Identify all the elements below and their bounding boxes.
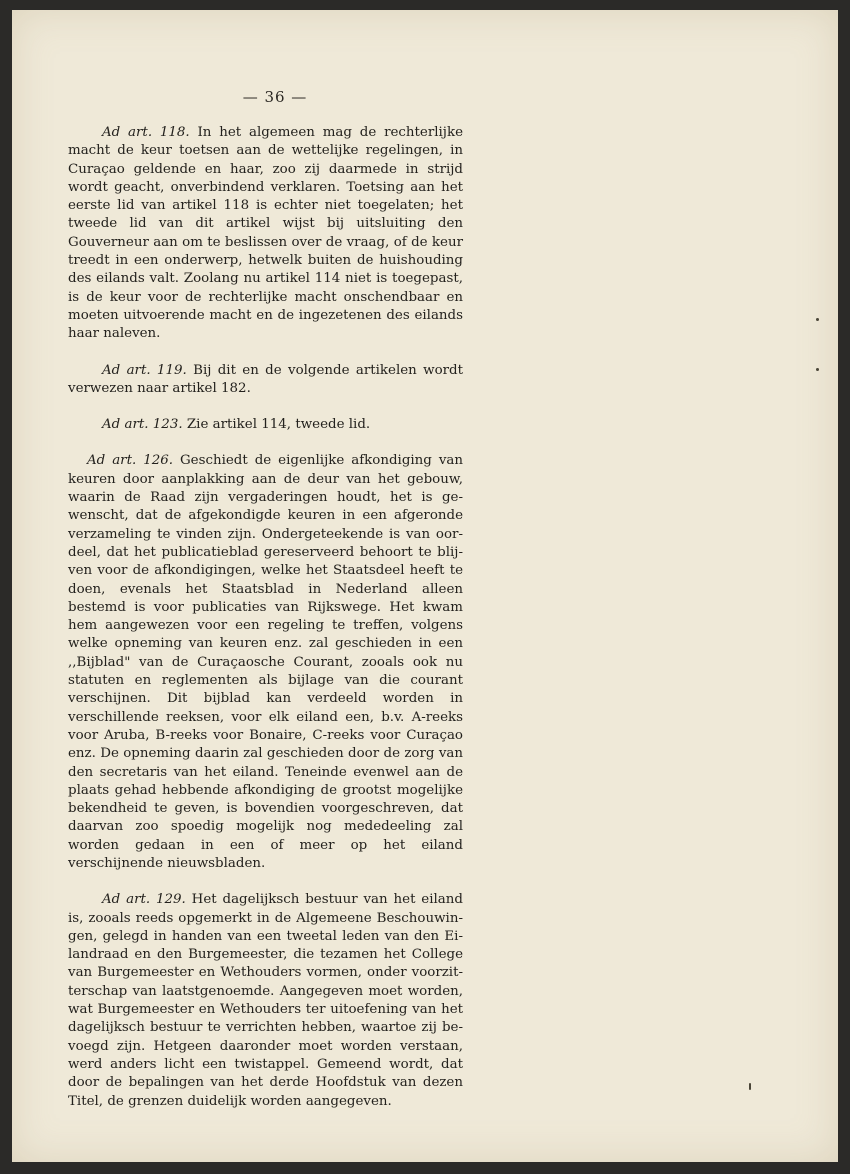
article-reference: Ad art. 123. xyxy=(102,417,183,433)
body-text xyxy=(68,124,463,1111)
article-reference: Ad art. 126. xyxy=(87,453,174,469)
paragraph-art-129 xyxy=(68,891,463,1111)
page-number: — 36 — xyxy=(242,88,308,106)
paragraph-text: Bij dit en de volgende artikelen wordt verwezen naar artikel 182. xyxy=(68,362,464,396)
article-reference: Ad art. 119. xyxy=(102,362,187,378)
article-reference: Ad art. 118. xyxy=(102,125,190,140)
scan-speck xyxy=(749,1083,751,1090)
scan-speck xyxy=(816,318,819,321)
paragraph-text: Het dagelijksch bestuur van het eiland is, zooals reeds opgemerkt in de Algemeene Beschouwingen, gelegd in handen van een tweetal leden van den Eilandraad en den Burgemeester, die tezamen het College van Burgemeester en Wethouders vormen, onder voorzitterschap van laatstgenoemde. Aangegeven moet worden, wat Burgemeester en Wethouders ter uitoefening van het dagelijksch bestuur te verrichten hebben, waartoe zij bevoegd zijn. Hetgeen daaronder moet worden verstaan, werd anders licht een twistappel. Gemeend wordt, dat door de bepalingen van het derde Hoofdstuk van dezen Titel, de grenzen duidelijk worden aangegeven. xyxy=(68,892,463,1109)
paragraph-art-118 xyxy=(68,124,463,344)
paragraph-text: Zie artikel 114, tweede lid. xyxy=(186,417,371,433)
paragraph-text: Geschiedt de eigenlijke afkondiging van keuren door aanplakking aan de deur van het gebouw, waarin de Raad zijn vergaderingen houdt, het is gewenscht, dat de afgekondigde keuren in een afgeronde verzameling te vinden zijn. Ondergeteekende is van oordeel, dat het publicatieblad gereserveerd behoort te blijven voor de afkondigingen, welke het Staatsdeel heeft te doen, evenals het Staatsblad in Nederland alleen bestemd is voor publicaties van Rijkswege. Het kwam hem aangewezen voor een regeling te treffen, volgens welke opneming van keuren enz. zal geschieden in een ,,Bijblad" van de Curaçaosche Courant, zooals ook nu statuten en reglementen als bijlage van die courant verschijnen. Dit bijblad kan verdeeld worden in verschillende reeksen, voor elk eiland een, b.v. A-reeks voor Aruba, B-reeks voor Bonaire, C-reeks voor Curaçao enz. De opneming daarin zal geschieden door de zorg van den secretaris van het eiland. Teneinde evenwel aan de plaats gehad hebbende afkondiging de grootst mogelijke bekendheid te geven, is bovendien voorgeschreven, dat daarvan zoo spoedig mogelijk nog mededeeling zal worden gedaan in een of meer op het eiland verschijnende nieuwsbladen. xyxy=(68,453,464,871)
paragraph-art-123 xyxy=(68,416,463,434)
paragraph-art-119 xyxy=(68,362,463,399)
paragraph-art-126 xyxy=(68,452,463,873)
paragraph-text: In het algemeen mag de rechterlijke macht de keur toetsen aan de wettelijke regelingen, in Curaçao geldende en haar, zoo zij daarmede in strijd wordt geacht, onverbindend verklaren. Toetsing aan het eerste lid van artikel 118 is echter niet toegelaten; het tweede lid van dit artikel wijst bij uitsluiting den Gouverneur aan om te beslissen over de vraag, of de keur treedt in een onderwerp, hetwelk buiten de huishouding des eilands valt. Zoolang nu artikel 114 niet is toegepast, is de keur voor de rechterlijke macht onschendbaar en moeten uitvoerende macht en de ingezetenen des eilands haar naleven. xyxy=(68,125,463,342)
article-reference: Ad art. 129. xyxy=(102,892,186,908)
scan-speck xyxy=(816,368,819,371)
